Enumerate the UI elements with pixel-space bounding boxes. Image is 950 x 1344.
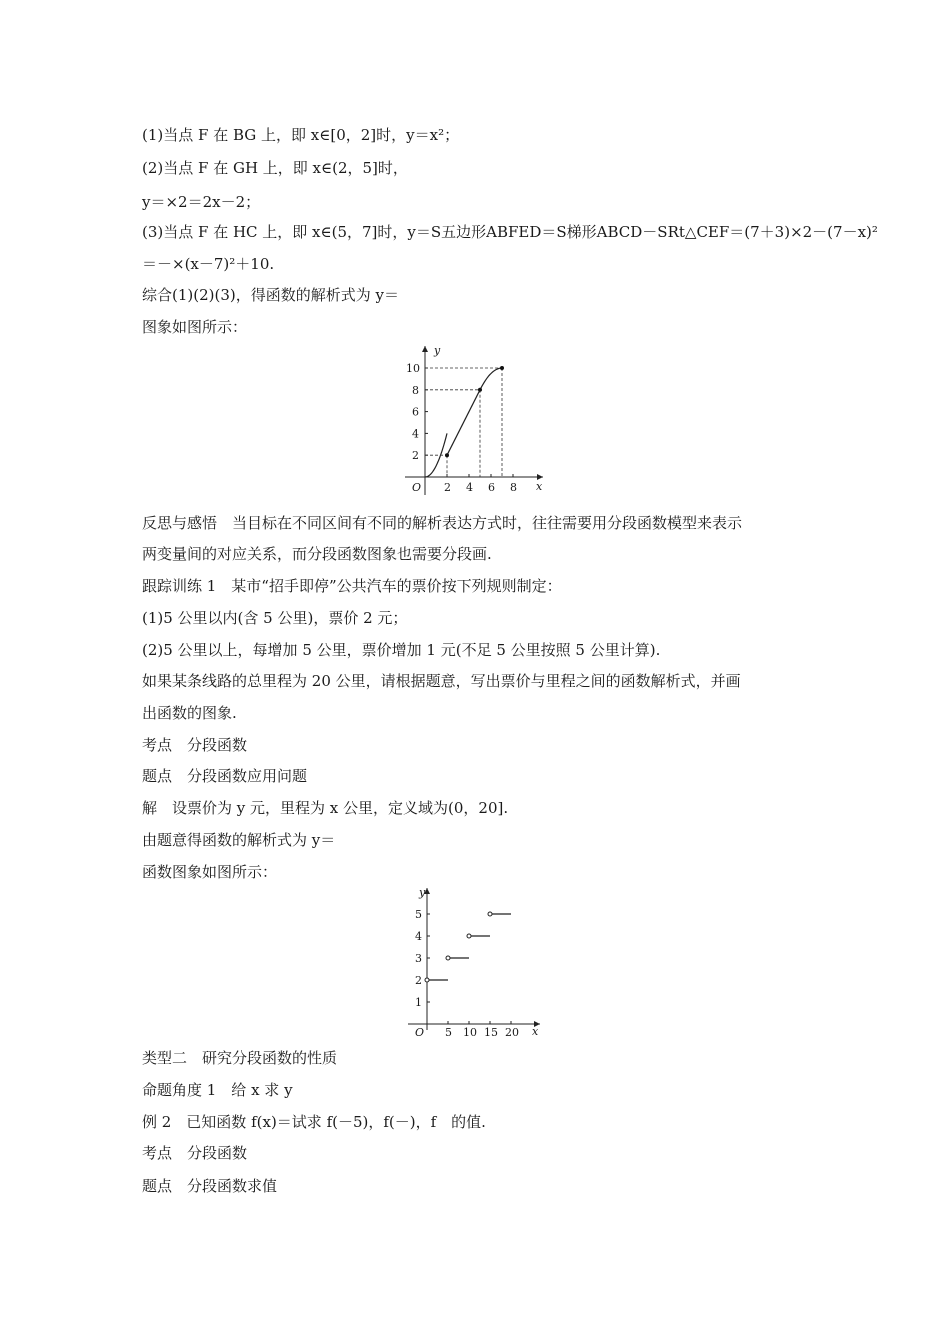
y-axis-label: y <box>419 886 426 899</box>
open-endpoint <box>467 934 471 938</box>
origin-label: O <box>415 1026 425 1039</box>
text-line: 综合(1)(2)(3)，得函数的解析式为 y＝ <box>142 286 399 304</box>
text-line: 类型二 研究分段函数的性质 <box>142 1049 338 1067</box>
y-tick-label: 10 <box>406 362 420 375</box>
text-line: 两变量间的对应关系，而分段函数图象也需要分段画. <box>142 545 492 563</box>
text-line: 出函数的图象. <box>142 704 237 722</box>
origin-label: O <box>412 481 422 494</box>
x-tick-label: 10 <box>463 1026 477 1039</box>
data-point <box>478 388 482 392</box>
function-graph-2 <box>400 884 545 1044</box>
y-tick-label: 5 <box>415 908 422 921</box>
text-line: 函数图象如图所示： <box>142 863 278 881</box>
y-tick-label: 4 <box>415 930 422 943</box>
y-tick-label: 8 <box>412 383 419 397</box>
x-tick-label: 2 <box>444 481 451 494</box>
text-line: 反思与感悟 当目标在不同区间有不同的解析表达方式时，往往需要用分段函数模型来表示 <box>142 514 743 532</box>
y-tick-label: 4 <box>412 427 419 441</box>
x-tick-label: 15 <box>484 1026 498 1039</box>
y-axis-label: y <box>434 344 441 357</box>
x-axis-label: x <box>532 1025 539 1038</box>
text-line: 跟踪训练 1 某市“招手即停”公共汽车的票价按下列规则制定： <box>142 577 562 595</box>
open-endpoint <box>446 956 450 960</box>
text-line: (1)当点 F 在 BG 上，即 x∈[0，2]时，y＝x²； <box>142 126 460 144</box>
x-tick-label: 20 <box>505 1026 519 1039</box>
y-tick-label: 2 <box>412 449 419 463</box>
text-line: 如果某条线路的总里程为 20 公里，请根据题意，写出票价与里程之间的函数解析式，并画 <box>142 672 741 690</box>
text-line: 命题角度 1 给 x 求 y <box>142 1081 293 1099</box>
text-line: (3)当点 F 在 HC 上，即 x∈(5，7]时，y＝S五边形ABFED＝S梯形ABCD－SRt△CEF＝(7＋3)×2－(7－x)² <box>142 223 878 241</box>
text-line: 题点 分段函数求值 <box>142 1177 278 1195</box>
y-axis-arrow <box>422 346 428 352</box>
y-tick-label: 2 <box>415 974 422 987</box>
x-tick-label: 8 <box>510 481 517 494</box>
line-segment-2 <box>447 390 480 455</box>
y-tick-label: 1 <box>415 996 422 1009</box>
function-graph-1 <box>400 340 550 498</box>
text-line: ＝－×(x－7)²＋10. <box>142 255 275 273</box>
x-tick-label: 6 <box>488 481 495 494</box>
text-line: 由题意得函数的解析式为 y＝ <box>142 831 336 849</box>
open-endpoint <box>488 912 492 916</box>
text-line: 图象如图所示： <box>142 318 248 336</box>
text-line: (2)5 公里以上，每增加 5 公里，票价增加 1 元(不足 5 公里按照 5 公里计算). <box>142 641 661 659</box>
text-line: (1)5 公里以内(含 5 公里)，票价 2 元； <box>142 609 408 627</box>
data-point <box>500 366 504 370</box>
curve-segment-3 <box>480 368 502 390</box>
text-line: y＝×2＝2x－2； <box>142 193 261 211</box>
text-line: 考点 分段函数 <box>142 736 248 754</box>
text-line: 解 设票价为 y 元，里程为 x 公里，定义域为(0，20]. <box>142 799 509 817</box>
y-tick-label: 6 <box>412 405 419 419</box>
y-tick-label: 3 <box>415 952 422 965</box>
text-line: 考点 分段函数 <box>142 1144 248 1162</box>
text-line: 例 2 已知函数 f(x)＝试求 f(－5)，f(－)，f 的值. <box>142 1113 486 1131</box>
x-tick-label: 4 <box>466 481 473 494</box>
text-line: 题点 分段函数应用问题 <box>142 767 308 785</box>
text-line: (2)当点 F 在 GH 上，即 x∈(2，5]时， <box>142 159 408 177</box>
x-axis-label: x <box>536 480 543 493</box>
x-tick-label: 5 <box>445 1026 452 1039</box>
data-point <box>445 453 449 457</box>
endpoint <box>425 978 429 982</box>
